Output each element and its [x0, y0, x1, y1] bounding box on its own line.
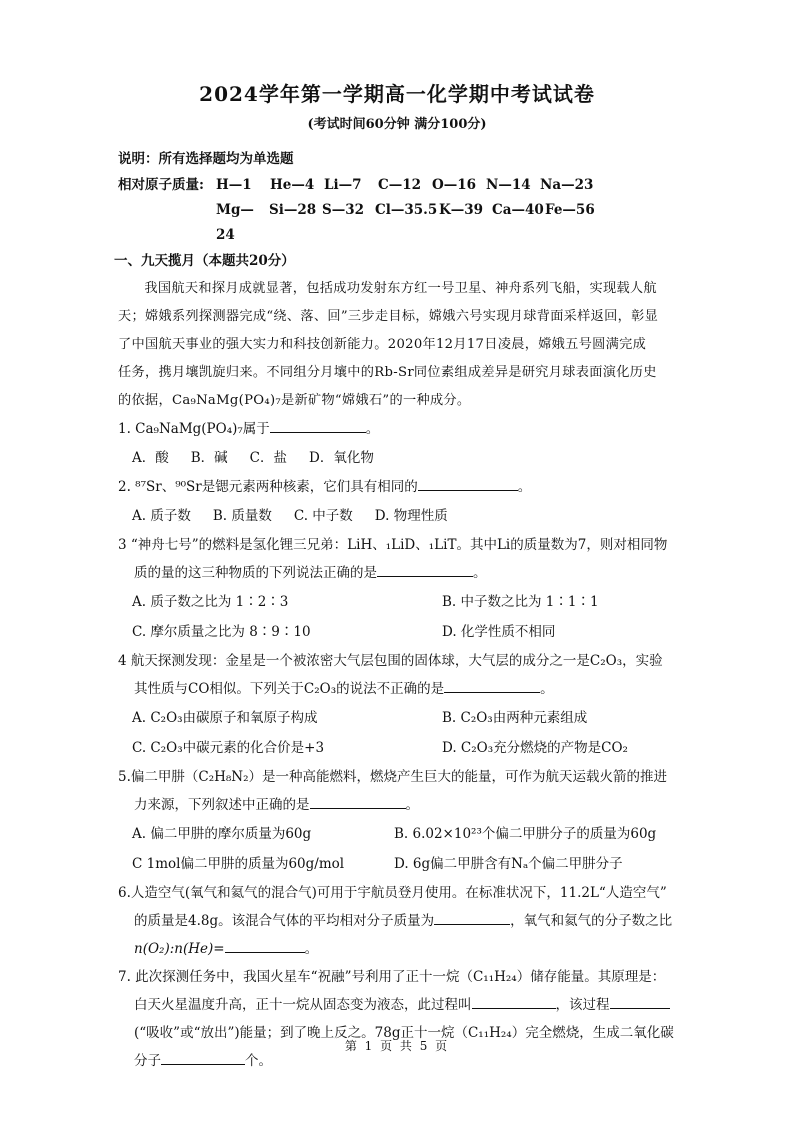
mass-s: S—32: [322, 202, 365, 218]
option-b: B. 6.02×10²³个偏二甲肼分子的质量为60g: [394, 826, 657, 842]
option-d: D．氧化物: [309, 450, 374, 466]
option-d: D. 6g偏二甲肼含有Nₐ个偏二甲肼分子: [394, 856, 623, 872]
question-4: 4 航天探测发现：金星是一个被浓密大气层包围的固体球，大气层的成分之一是C₂O₃，实验 其性质与CO相似。下列关于C₂O₃的说法不正确的是 。: [118, 647, 676, 703]
question-1-options: [118, 443, 676, 473]
option-d: D. 物理性质: [374, 508, 448, 524]
option-b: B. 质量数: [212, 508, 272, 524]
option-d: D. 化学性质不相同: [442, 624, 556, 640]
option-c: C 1mol偏二甲肼的质量为60g/mol: [132, 856, 345, 872]
mass-he: He—4: [270, 177, 315, 193]
mass-fe: Fe—56: [545, 202, 595, 218]
mass-k: K—39: [439, 202, 484, 218]
instruction-note: 说明：所有选择题均为单选题: [118, 151, 294, 167]
question-1: 1. Ca₉NaMg(PO₄)₇属于 。: [118, 415, 676, 443]
option-b: B. C₂O₃由两种元素组成: [442, 710, 588, 726]
option-b: B．碱: [190, 450, 228, 466]
question-5-stem: 5.偏二甲肼（C₂H₈N₂）是一种高能燃料，燃烧产生巨大的能量，可作为航天运载火箭的推进: [118, 769, 668, 785]
question-2-options: [118, 501, 676, 531]
option-a: A. 质子数: [132, 508, 191, 524]
question-3-stem: 3 “神舟七号”的燃料是氢化锂三兄弟：LiH、₁LiD、₁LiT。其中Li的质量数为7，则对相同物: [118, 537, 668, 553]
passage-line: 任务，携月壤凯旋归来。不同组分月壤中的Rb-Sr同位素组成差异是研究月球表面演化历史: [118, 365, 657, 380]
atomic-mass-row-1: [118, 173, 676, 198]
mass-si: Si—28: [269, 202, 317, 218]
question-4-stem: 4 航天探测发现：金星是一个被浓密大气层包围的固体球，大气层的成分之一是C₂O₃，实验: [118, 653, 663, 669]
answer-blank-2[interactable]: [418, 474, 518, 491]
question-3: 3 “神舟七号”的燃料是氢化锂三兄弟：LiH、₁LiD、₁LiT。其中Li的质量数为7，则对相同物 质的量的这三种物质的下列说法正确的是 。: [118, 531, 676, 587]
passage-line: 了中国航天事业的强大实力和科技创新能力。2020年12月17日凌晨，嫦娥五号圆满完成: [118, 337, 647, 352]
option-a: A. 偏二甲肼的摩尔质量为60g: [132, 826, 312, 842]
mass-li: Li—7: [324, 177, 362, 193]
section-passage: [118, 275, 676, 415]
page-footer: 第 1 页 共 5 页: [344, 1039, 450, 1053]
option-c: C．盐: [249, 450, 288, 466]
question-7: 7. 此次探测任务中，我国火星车“祝融”号利用了正十一烷（C₁₁H₂₄）储存能量。其原理是： 白天火星温度升高，正十一烷从固态变为液态，此过程叫 ，该过程 (“吸收”或“放出”)能量；到了晚上反之。78g正十一烷（C₁₁H₂₄）完全燃烧，生成二氧化碳 分子 个。: [118, 963, 676, 1075]
question-5-options: [118, 819, 676, 879]
question-6: 6.人造空气(氧气和氦气的混合气)可用于宇航员登月使用。在标准状况下，11.2L“人造空气” 的质量是4.8g。该混合气体的平均相对分子质量为 ，氧气和氦气的分子数之比 n(O₂):n(He)= 。: [118, 879, 676, 963]
option-a: A．酸: [132, 450, 169, 466]
answer-blank-6b[interactable]: [225, 936, 305, 953]
option-a: A. 质子数之比为 1∶2∶3: [132, 594, 289, 610]
option-d: D. C₂O₃充分燃烧的产物是CO₂: [442, 740, 628, 756]
answer-blank-6a[interactable]: [434, 908, 510, 925]
option-c: C. 摩尔质量之比为 8∶9∶10: [132, 624, 311, 640]
atomic-mass-label: 相对原子质量:: [118, 177, 204, 193]
mass-ca: Ca—40: [492, 202, 544, 218]
question-6-line-1: 6.人造空气(氧气和氦气的混合气)可用于宇航员登月使用。在标准状况下，11.2L“人造空气”: [118, 885, 667, 901]
passage-line: 的依据，Ca₉NaMg(PO₄)₇是新矿物“嫦娥石”的一种成分。: [118, 393, 471, 408]
question-3-options: [118, 587, 676, 647]
question-7-line-1: 7. 此次探测任务中，我国火星车“祝融”号利用了正十一烷（C₁₁H₂₄）储存能量。其原理是：: [118, 969, 666, 985]
mass-mg: Mg—24: [216, 202, 254, 243]
mass-o: O—16: [432, 177, 477, 193]
answer-blank-7a[interactable]: [472, 992, 556, 1009]
option-a: A. C₂O₃由碳原子和氧原子构成: [132, 710, 318, 726]
option-c: C. C₂O₃中碳元素的化合价是+3: [132, 740, 325, 756]
option-b: B. 中子数之比为 1∶1∶1: [442, 594, 599, 610]
mass-na: Na—23: [540, 177, 594, 193]
passage-line: 天；嫦娥系列探测器完成“绕、落、回”三步走目标，嫦娥六号实现月球背面采样返回，彰显: [118, 309, 659, 324]
answer-blank-5[interactable]: [310, 792, 406, 809]
question-5: 5.偏二甲肼（C₂H₈N₂）是一种高能燃料，燃烧产生巨大的能量，可作为航天运载火箭的推进 力来源，下列叙述中正确的是 。: [118, 763, 676, 819]
question-2: 2. ⁸⁷Sr、⁹⁰Sr是锶元素两种核素，它们具有相同的 。: [118, 473, 676, 501]
mass-cl: Cl—35.5: [375, 202, 438, 218]
answer-blank-7b[interactable]: [610, 992, 670, 1009]
option-c: C. 中子数: [293, 508, 353, 524]
question-4-options: [118, 703, 676, 763]
passage-line: 我国航天和探月成就显著，包括成功发射东方红一号卫星、神舟系列飞船，实现载人航: [144, 281, 657, 296]
answer-blank-3[interactable]: [377, 560, 473, 577]
atomic-mass-row-2: [118, 198, 676, 248]
mass-h: H—1: [216, 177, 252, 193]
answer-blank-4[interactable]: [444, 676, 540, 693]
question-1-stem: 1. Ca₉NaMg(PO₄)₇属于: [118, 421, 270, 437]
mass-c: C—12: [378, 177, 422, 193]
exam-subtitle: (考试时间60分钟 满分100分): [307, 117, 487, 132]
section-heading: 一、九天揽月（本题共20分）: [114, 253, 295, 269]
exam-title: 2024学年第一学期高一化学期中考试试卷: [199, 82, 595, 106]
question-2-stem: 2. ⁸⁷Sr、⁹⁰Sr是锶元素两种核素，它们具有相同的: [118, 479, 418, 495]
answer-blank-1[interactable]: [270, 416, 366, 433]
mass-n: N—14: [486, 177, 531, 193]
